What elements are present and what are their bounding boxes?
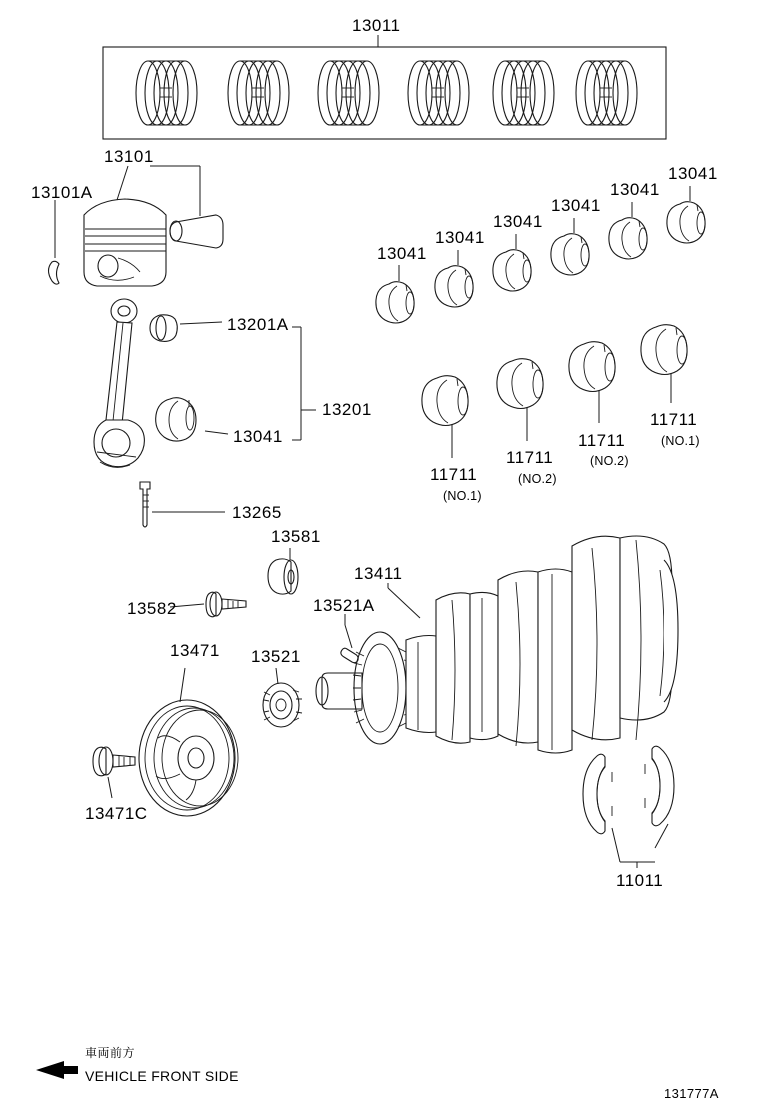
part-label-13011: 13011 [352,16,401,35]
part-label-13041-5: 13041 [610,180,660,199]
part-label-13265: 13265 [232,503,282,522]
part-label-13041-1: 13041 [377,244,427,263]
part-label-13041-6: 13041 [668,164,718,183]
bearing-11711-4 [641,325,687,403]
part-label-13041-2: 13041 [435,228,485,247]
part-note-11711-no1: (NO.1) [443,489,482,503]
bearing-13041-3 [493,234,531,291]
timing-gear-small-group [263,668,302,727]
timing-gear-key-group [341,614,358,663]
part-label-13521A: 13521A [313,596,375,615]
part-label-13101A: 13101A [31,183,93,202]
bearing-11711-2 [497,359,543,441]
part-note-11711-no2: (NO.2) [518,472,557,486]
rod-bearing-pair [156,398,196,441]
bearing-13041-6 [667,186,705,243]
part-label-13201: 13201 [322,400,372,419]
part-label-13411: 13411 [354,564,403,583]
part-label-11011: 11011 [616,871,664,890]
part-label-13041-rod: 13041 [233,427,283,446]
pulley-plate-group [268,548,298,594]
pulley-bolt-group [93,747,135,798]
bearing-11711-3 [569,342,615,423]
crankshaft-set-bolt-group [170,592,246,617]
figure-code: 131777A [664,1086,719,1101]
bearing-13041-4 [551,218,589,275]
part-label-13581: 13581 [271,527,321,546]
bearing-13041-5 [609,202,647,259]
rod-bolt [140,482,225,527]
main-bearing-row [422,325,687,458]
part-label-13041-3: 13041 [493,212,543,231]
crankshaft-pulley-group [93,668,238,816]
bearing-13041-2 [435,250,473,307]
part-label-13582: 13582 [127,599,177,618]
part-label-11711-4: 11711 [650,410,698,429]
bearing-11711-1 [422,376,468,458]
part-label-13471C: 13471C [85,804,148,823]
part-label-13201A: 13201A [227,315,289,334]
part-label-11711-3: 11711 [578,431,626,450]
vehicle-front-arrow [36,1061,78,1079]
part-label-13521: 13521 [251,647,301,666]
part-label-11711-2: 11711 [506,448,554,467]
part-label-11711-1: 11711 [430,465,478,484]
part-note-11711-no2b: (NO.2) [590,454,629,468]
vehicle-front-note-en: VEHICLE FRONT SIDE [85,1068,239,1084]
part-label-13101: 13101 [104,147,154,166]
thrust-washer-group [583,746,674,868]
part-note-11711-no1b: (NO.1) [661,434,700,448]
vehicle-front-note-jp: 車両前方 [85,1046,136,1060]
bearing-13041-1 [376,265,414,323]
part-label-13471: 13471 [170,641,220,660]
piston-ring-set-group [103,35,666,139]
part-label-13041-4: 13041 [551,196,601,215]
